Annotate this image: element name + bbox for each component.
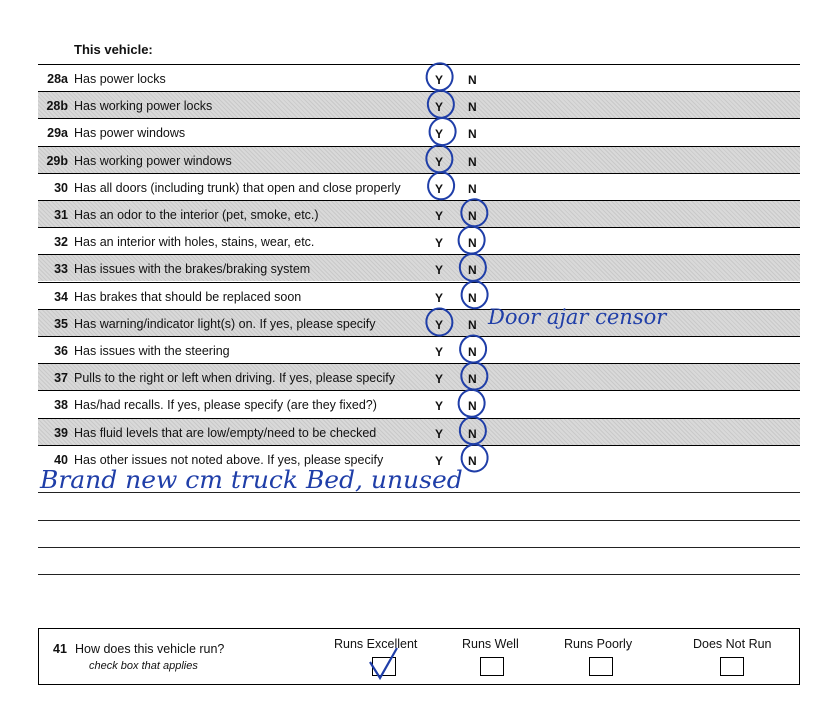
no-option[interactable]: N <box>468 154 477 169</box>
answer-circle-34 <box>460 280 489 310</box>
question-number: 31 <box>54 208 68 222</box>
question-text: Has issues with the steering <box>74 344 230 358</box>
question-number: 39 <box>54 425 68 440</box>
handwritten-answer-40: Brand new cm truck Bed, unused <box>40 466 463 494</box>
question-text: Has brakes that should be replaced soon <box>74 289 302 304</box>
answer-circle-40 <box>460 443 489 473</box>
no-option[interactable]: N <box>468 181 477 196</box>
yes-option[interactable]: Y <box>435 426 444 441</box>
no-option[interactable]: N <box>468 426 477 441</box>
question-number: 36 <box>54 344 68 358</box>
question-text: Has issues with the brakes/braking system <box>74 262 311 277</box>
yes-option[interactable]: Y <box>435 209 444 223</box>
answer-circle-31 <box>460 198 490 228</box>
yes-option[interactable]: Y <box>435 345 444 359</box>
answer-circle-32 <box>457 225 486 255</box>
no-option[interactable]: N <box>468 290 477 305</box>
no-option[interactable]: N <box>468 263 477 278</box>
question-number: 28a <box>47 72 68 86</box>
answer-circle-29b <box>425 144 455 174</box>
no-option[interactable]: N <box>468 345 477 359</box>
yes-option[interactable]: Y <box>435 154 444 169</box>
option-label-runs-well: Runs Well <box>462 637 519 651</box>
yes-option[interactable]: Y <box>435 100 444 115</box>
question-number: 29b <box>46 153 68 168</box>
yes-option[interactable]: Y <box>435 317 444 332</box>
answer-circle-38 <box>457 388 486 418</box>
question-number: 34 <box>54 289 68 304</box>
question-number: 29a <box>47 126 68 141</box>
question-text: Has fluid levels that are low/empty/need to be checked <box>74 425 377 440</box>
answer-circle-37 <box>460 361 490 391</box>
answer-circle-35 <box>425 307 455 337</box>
yes-option[interactable]: Y <box>435 73 444 87</box>
question-text: Has other issues not noted above. If yes, please specify <box>74 452 384 467</box>
answer-circle-29a <box>428 117 457 147</box>
yes-option[interactable]: Y <box>435 399 444 414</box>
question-text: Has an interior with holes, stains, wear, etc. <box>74 235 315 250</box>
no-option[interactable]: N <box>468 127 477 142</box>
no-option[interactable]: N <box>468 372 477 387</box>
option-label-runs-excellent: Runs Excellent <box>334 637 418 651</box>
no-option[interactable]: N <box>468 453 477 468</box>
yes-option[interactable]: Y <box>435 453 444 468</box>
no-option[interactable]: N <box>468 73 477 87</box>
answer-circle-28b <box>426 89 456 119</box>
no-option[interactable]: N <box>468 209 477 223</box>
question-text: Has working power locks <box>74 99 213 114</box>
question-number: 35 <box>54 316 68 331</box>
question-text: Has power locks <box>74 72 166 86</box>
question-text: Pulls to the right or left when driving. If yes, please specify <box>74 371 395 386</box>
question-number: 41 <box>53 642 67 656</box>
yes-option[interactable]: Y <box>435 263 444 278</box>
yes-option[interactable]: Y <box>435 236 444 251</box>
option-label-does-not-run: Does Not Run <box>693 637 772 651</box>
question-number: 33 <box>54 262 68 277</box>
answer-circle-33 <box>458 252 488 282</box>
section-heading: This vehicle: <box>74 42 153 57</box>
question-text: Has working power windows <box>74 153 232 168</box>
question-number: 38 <box>54 398 68 413</box>
answer-circle-28a <box>425 62 454 92</box>
question-number: 40 <box>54 452 68 467</box>
checkmark-icon <box>370 648 397 678</box>
yes-option[interactable]: Y <box>435 290 444 305</box>
yes-option[interactable]: Y <box>435 127 444 142</box>
no-option[interactable]: N <box>468 236 477 251</box>
question-number: 37 <box>54 371 68 386</box>
question-number: 32 <box>54 235 68 250</box>
answer-circle-36 <box>459 334 488 364</box>
question-text: Has warning/indicator light(s) on. If yes, please specify <box>74 316 376 331</box>
question-text: Has an odor to the interior (pet, smoke, etc.) <box>74 208 319 222</box>
question-number: 30 <box>54 180 68 195</box>
answer-circle-39 <box>458 415 488 445</box>
no-option[interactable]: N <box>468 100 477 115</box>
question-text: Has all doors (including trunk) that open and close properly <box>74 180 401 195</box>
question-number: 28b <box>46 99 68 114</box>
question-text: How does this vehicle run? <box>75 642 225 656</box>
yes-option[interactable]: Y <box>435 372 444 387</box>
question-instruction: check box that applies <box>89 660 198 672</box>
no-option[interactable]: N <box>468 317 477 332</box>
question-text: Has power windows <box>74 126 186 141</box>
question-text: Has/had recalls. If yes, please specify (are they fixed?) <box>74 398 377 413</box>
option-label-runs-poorly: Runs Poorly <box>564 637 633 651</box>
answer-circle-30 <box>427 171 456 201</box>
yes-option[interactable]: Y <box>435 181 444 196</box>
handwritten-answer-35: Door ajar censor <box>488 305 667 329</box>
no-option[interactable]: N <box>468 399 477 414</box>
